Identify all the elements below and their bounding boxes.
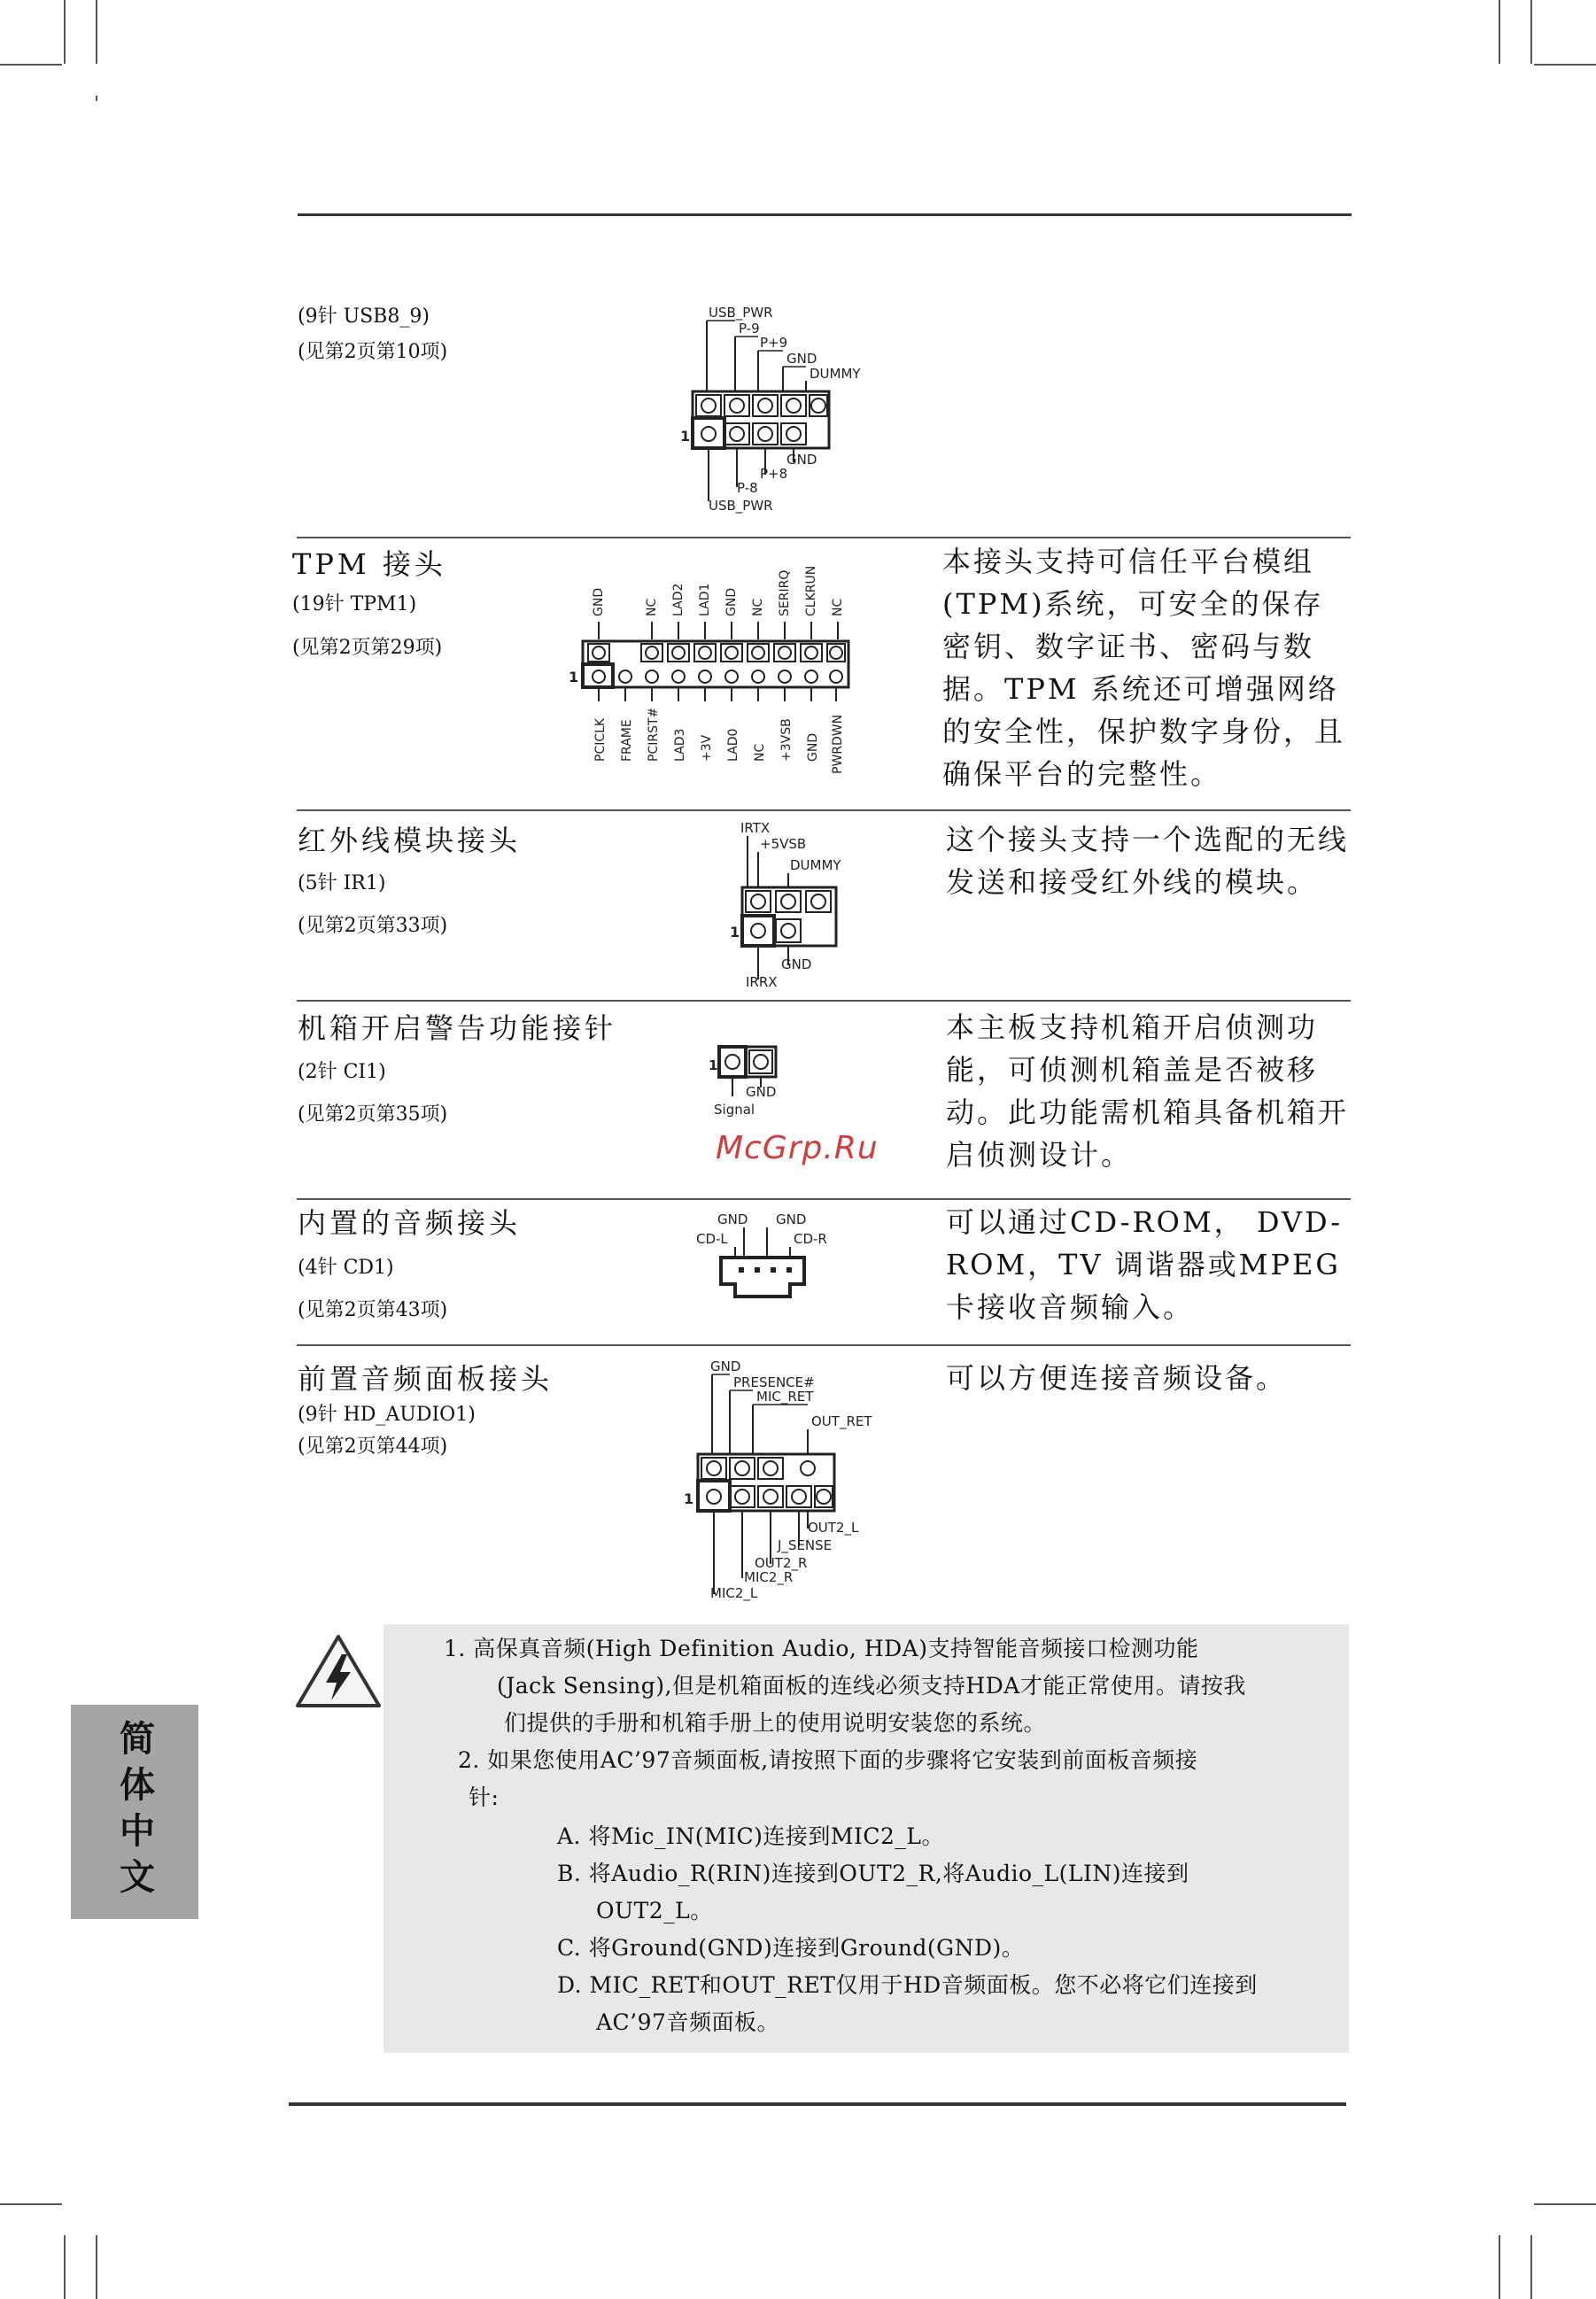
hd-audio-header-ref: (见第2页第44项) — [298, 1436, 448, 1458]
crop-mark — [96, 2235, 97, 2299]
cd-header-description: 可以通过CD-ROM， DVD-ROM，TV 调谐器或MPEG卡接收音频输入。 — [946, 1205, 1344, 1324]
chassis-header-description: 本主板支持机箱开启侦测功能，可侦测机箱盖是否被移动。此功能需机箱具备机箱开启侦测设计。 — [946, 1010, 1350, 1172]
label-usb-pwr-top: USB_PWR — [709, 305, 773, 321]
svg-text:GND: GND — [592, 587, 606, 616]
svg-text:GND: GND — [776, 1211, 807, 1227]
chassis-header-diagram — [709, 1040, 806, 1119]
chassis-header-pins: (2针 CI1) — [298, 1061, 386, 1083]
svg-text:1: 1 — [709, 1057, 718, 1073]
crop-mark — [64, 0, 66, 64]
ir-header-description: 这个接头支持一个选配的无线发送和接受红外线的模块。 — [946, 823, 1350, 899]
crop-mark — [96, 96, 97, 101]
svg-text:NC: NC — [645, 598, 659, 616]
svg-text:1: 1 — [569, 669, 579, 685]
section-divider — [297, 1198, 1351, 1200]
chassis-header-ref: (见第2页第35项) — [298, 1103, 448, 1126]
svg-text:LAD1: LAD1 — [698, 583, 712, 616]
svg-text:P+9: P+9 — [760, 335, 788, 351]
hd-audio-header-pins: (9针 HD_AUDIO1) — [298, 1404, 476, 1426]
chassis-header-title: 机箱开启警告功能接针 — [298, 1011, 617, 1045]
crop-mark — [1499, 2235, 1500, 2299]
svg-text:DUMMY: DUMMY — [810, 366, 861, 382]
svg-text:LAD0: LAD0 — [726, 728, 740, 762]
svg-text:NC: NC — [751, 598, 765, 616]
svg-text:NC: NC — [831, 598, 845, 616]
hd-audio-header-title: 前置音频面板接头 — [298, 1362, 554, 1396]
crop-mark — [64, 2235, 66, 2299]
svg-text:DUMMY: DUMMY — [790, 857, 841, 873]
note-step-c: C. 将Ground(GND)连接到Ground(GND)。 — [557, 1935, 1025, 1961]
section-divider — [297, 809, 1351, 811]
usb-header-pins: (9针 USB8_9) — [298, 306, 430, 328]
svg-text:PCICLK: PCICLK — [593, 717, 608, 762]
svg-text:PCIRST#: PCIRST# — [647, 707, 661, 762]
svg-text:PWRDWN: PWRDWN — [831, 714, 845, 774]
crop-mark — [0, 2203, 62, 2205]
svg-text:OUT2_R: OUT2_R — [755, 1555, 808, 1571]
svg-text:NC: NC — [753, 743, 767, 762]
svg-text:GND: GND — [746, 1084, 777, 1100]
tpm-header-title: TPM 接头 — [292, 547, 446, 581]
tpm-header-diagram — [567, 553, 850, 783]
note-step-b-line-1: B. 将Audio_R(RIN)连接到OUT2_R,将Audio_L(LIN)连接到 — [557, 1861, 1189, 1886]
note-1-line-2: (Jack Sensing),但是机箱面板的连线必须支持HDA才能正常使用。请按我 — [497, 1673, 1246, 1699]
cd-header-diagram — [691, 1208, 850, 1305]
note-2-line-1: 2. 如果您使用AC’97音频面板,请按照下面的步骤将它安装到前面板音频接 — [458, 1747, 1198, 1773]
note-step-a: A. 将Mic_IN(MIC)连接到MIC2_L。 — [557, 1823, 945, 1849]
svg-text:1: 1 — [684, 1490, 694, 1507]
watermark: McGrp.Ru — [716, 1130, 879, 1166]
svg-text:GND: GND — [781, 956, 812, 972]
crop-mark — [1530, 2235, 1532, 2299]
hd-audio-header-description: 可以方便连接音频设备。 — [946, 1361, 1288, 1395]
svg-text:GND: GND — [710, 1358, 741, 1374]
footer-rule — [289, 2102, 1346, 2106]
ir-header-ref: (见第2页第33项) — [298, 915, 448, 937]
section-divider — [297, 1000, 1351, 1002]
section-divider — [297, 1344, 1351, 1346]
note-1-line-3: 们提供的手册和机箱手册上的使用说明安装您的系统。 — [504, 1710, 1047, 1736]
tpm-header-pins: (19针 TPM1) — [292, 593, 417, 615]
cd-header-ref: (见第2页第43项) — [298, 1299, 448, 1321]
ir-header-pins: (5针 IR1) — [298, 872, 386, 894]
note-step-d-line-2: AC’97音频面板。 — [596, 2009, 779, 2035]
ir-header-title: 红外线模块接头 — [298, 824, 522, 857]
svg-text:USB_PWR: USB_PWR — [709, 498, 773, 514]
svg-text:IRRX: IRRX — [746, 974, 778, 990]
note-2-line-2: 针: — [469, 1784, 500, 1810]
note-step-b-line-2: OUT2_L。 — [596, 1898, 713, 1924]
tpm-top-labels — [592, 566, 845, 616]
note-step-d-line-1: D. MIC_RET和OUT_RET仅用于HD音频面板。您不必将它们连接到 — [557, 1972, 1258, 1998]
svg-text:CLKRUN: CLKRUN — [804, 565, 818, 616]
usb-header-diagram — [673, 301, 903, 522]
svg-text:PRESENCE#: PRESENCE# — [733, 1374, 815, 1390]
svg-text:FRAME: FRAME — [620, 719, 634, 762]
svg-text:GND: GND — [724, 587, 739, 616]
warning-icon — [292, 1631, 384, 1713]
svg-text:LAD3: LAD3 — [673, 728, 687, 762]
usb-header-ref: (见第2页第10项) — [298, 341, 448, 363]
svg-text:GND: GND — [786, 452, 817, 468]
header-rule — [298, 213, 1352, 216]
svg-text:1: 1 — [730, 924, 740, 940]
language-tab — [71, 1705, 198, 1919]
svg-text:SERIRQ: SERIRQ — [778, 569, 792, 616]
svg-text:MIC_RET: MIC_RET — [756, 1389, 814, 1405]
svg-text:IRTX: IRTX — [740, 820, 771, 836]
cd-header-title: 内置的音频接头 — [298, 1206, 522, 1240]
svg-text:J_SENSE: J_SENSE — [778, 1537, 833, 1553]
svg-text:MIC2_L: MIC2_L — [710, 1585, 758, 1601]
svg-text:GND: GND — [717, 1211, 748, 1227]
svg-text:CD-L: CD-L — [696, 1231, 728, 1247]
svg-text:+3V: +3V — [700, 734, 714, 762]
tpm-header-description: 本接头支持可信任平台模组(TPM)系统，可安全的保存密钥、数字证书、密码与数据。TPM 系统还可增强网络的安全性，保护数字身份，且确保平台的完整性。 — [942, 545, 1346, 791]
hd-audio-header-diagram — [678, 1355, 891, 1603]
svg-text:1: 1 — [680, 428, 691, 445]
language-tab-label: 简体中文 — [113, 1720, 155, 1904]
svg-text:+5VSB: +5VSB — [760, 836, 807, 852]
svg-text:LAD2: LAD2 — [671, 583, 686, 616]
crop-mark — [0, 64, 62, 66]
svg-text:CD-R: CD-R — [794, 1231, 827, 1247]
crop-mark — [1499, 0, 1500, 64]
svg-text:GND: GND — [786, 351, 817, 367]
crop-mark — [1530, 0, 1532, 64]
svg-text:GND: GND — [806, 732, 820, 762]
note-1-line-1: 1. 高保真音频(High Definition Audio, HDA)支持智能音频接口检测功能 — [444, 1636, 1199, 1661]
tpm-header-ref: (见第2页第29项) — [292, 637, 443, 659]
crop-mark — [96, 0, 97, 64]
svg-text:Signal: Signal — [714, 1102, 755, 1118]
svg-text:P-9: P-9 — [739, 321, 760, 337]
svg-text:OUT2_L: OUT2_L — [808, 1520, 859, 1536]
section-divider — [297, 537, 1351, 538]
crop-mark — [1534, 64, 1596, 66]
svg-text:+3VSB: +3VSB — [779, 718, 794, 762]
crop-mark — [1534, 2203, 1596, 2205]
ir-header-diagram — [726, 815, 886, 992]
tpm-bottom-labels — [593, 708, 845, 774]
svg-text:MIC2_R: MIC2_R — [744, 1569, 794, 1585]
svg-text:P+8: P+8 — [760, 466, 788, 482]
notes-box — [384, 1624, 1349, 2053]
svg-text:P-8: P-8 — [737, 480, 758, 496]
svg-text:OUT_RET: OUT_RET — [811, 1413, 872, 1429]
cd-header-pins: (4针 CD1) — [298, 1257, 394, 1279]
